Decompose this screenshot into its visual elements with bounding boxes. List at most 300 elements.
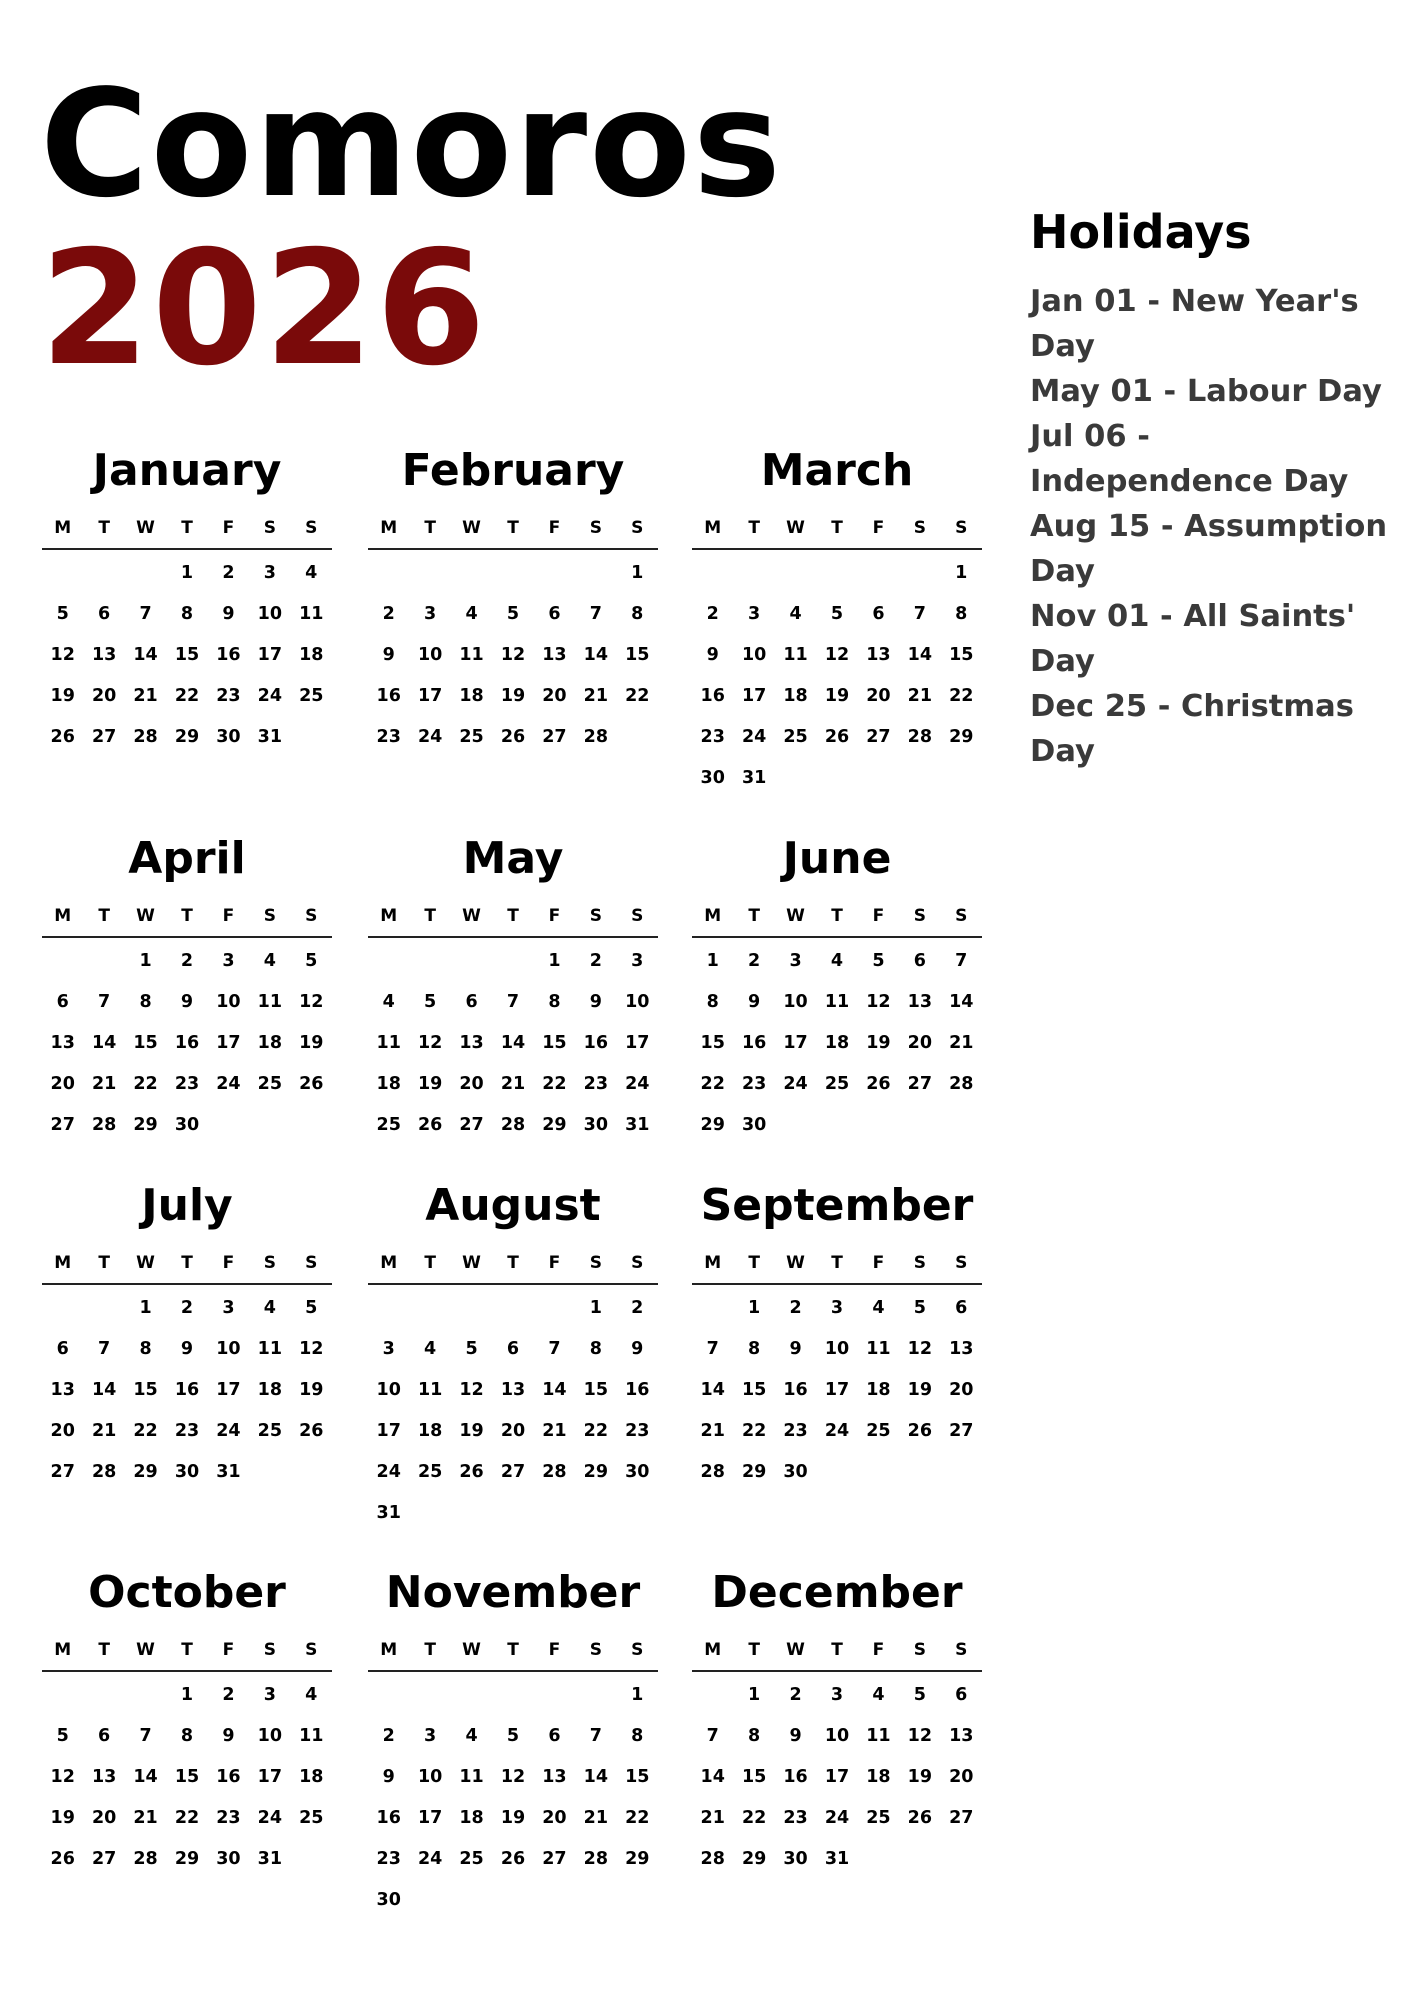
day-cell: 9 [222,1725,235,1746]
day-cell: 20 [500,1420,526,1441]
day-cell: 1 [139,950,152,971]
day-cell: 10 [824,1725,850,1746]
day-cell: 4 [305,1684,318,1705]
day-cell: 4 [382,991,395,1012]
day-cell: 16 [783,1379,808,1400]
day-grid [368,940,658,1145]
weekday-label: M [54,1640,72,1660]
day-cell: 18 [299,644,324,665]
day-cell: 1 [548,950,561,971]
month-name: November [385,1567,641,1618]
day-cell: 24 [417,1848,443,1869]
day-cell: 13 [542,1766,567,1787]
month-december [692,1562,982,1879]
day-cell: 14 [133,1766,158,1787]
weekday-label: T [424,1640,436,1660]
day-cell: 20 [91,685,117,706]
day-cell: 27 [50,1114,75,1135]
day-cell: 2 [222,1684,235,1705]
day-cell: 5 [872,950,885,971]
day-cell: 7 [706,1338,719,1359]
weekday-label: S [631,518,644,538]
day-cell: 31 [376,1502,401,1523]
day-cell: 21 [907,685,933,706]
day-cell: 25 [824,1073,850,1094]
month-name: December [711,1567,963,1618]
day-grid [692,940,982,1145]
day-cell: 3 [830,1684,844,1705]
weekday-label: T [831,518,843,538]
day-cell: 4 [424,1338,437,1359]
day-cell: 13 [949,1338,974,1359]
weekday-label: T [507,518,519,538]
day-cell: 15 [133,1379,158,1400]
weekday-label: W [462,1640,481,1660]
day-cell: 4 [305,562,318,583]
day-cell: 23 [376,726,401,747]
weekday-header [692,1630,982,1672]
day-cell: 23 [783,1807,808,1828]
holiday-list [1030,279,1400,774]
month-march [692,440,982,798]
day-cell: 9 [631,1338,644,1359]
day-cell: 19 [500,685,526,706]
day-cell: 4 [263,1297,276,1318]
day-cell: 23 [583,1073,609,1094]
day-cell: 30 [174,1114,200,1135]
day-cell: 1 [748,1684,761,1705]
day-cell: 25 [459,1848,484,1869]
day-cell: 8 [748,1725,761,1746]
month-name: July [141,1180,233,1231]
day-cell: 7 [548,1338,561,1359]
day-cell: 25 [783,726,808,747]
day-cell: 8 [955,603,968,624]
weekday-label: T [748,1640,760,1660]
day-cell: 6 [506,1338,520,1359]
weekday-label: S [913,1640,926,1660]
weekday-label: T [181,1253,193,1273]
weekday-header [368,896,658,938]
weekday-label: F [872,1640,885,1660]
day-cell: 9 [748,991,761,1012]
weekday-label: T [181,1640,193,1660]
day-cell: 6 [56,1338,69,1359]
day-cell: 11 [783,644,808,665]
day-cell: 17 [257,644,283,665]
day-grid [42,552,332,757]
weekday-label: F [548,906,561,926]
day-cell: 15 [741,1766,767,1787]
day-grid [692,1674,982,1879]
month-january [42,440,332,757]
day-cell: 11 [299,603,324,624]
month-name: October [88,1567,286,1618]
day-cell: 30 [700,767,725,788]
day-cell: 29 [133,1114,158,1135]
day-cell: 18 [824,1032,850,1053]
day-cell: 18 [299,1766,324,1787]
day-cell: 29 [625,1848,650,1869]
day-cell: 28 [700,1461,725,1482]
day-cell: 6 [465,991,478,1012]
weekday-label: S [263,906,276,926]
day-cell: 19 [299,1379,324,1400]
day-cell: 19 [50,685,75,706]
day-cell: 5 [305,1297,318,1318]
day-cell: 2 [789,1297,802,1318]
day-cell: 5 [506,603,520,624]
weekday-label: S [305,518,318,538]
weekday-label: F [222,1640,235,1660]
day-cell: 27 [542,726,567,747]
day-cell: 28 [907,726,933,747]
day-cell: 21 [91,1073,117,1094]
weekday-label: S [955,906,968,926]
day-cell: 28 [542,1461,567,1482]
day-cell: 5 [56,1725,69,1746]
day-cell: 28 [91,1114,117,1135]
day-cell: 2 [706,603,719,624]
weekday-label: T [98,1640,110,1660]
day-cell: 9 [789,1725,802,1746]
day-cell: 12 [50,1766,75,1787]
day-cell: 8 [631,1725,644,1746]
weekday-label: T [98,1253,110,1273]
day-cell: 28 [949,1073,974,1094]
day-cell: 24 [741,726,767,747]
month-name: August [425,1180,601,1231]
weekday-label: T [507,1253,519,1273]
day-cell: 1 [706,950,719,971]
weekday-header [368,1243,658,1285]
day-cell: 22 [700,1073,725,1094]
holiday-item: Jan 01 - New Year's Day [1030,284,1359,364]
day-cell: 24 [216,1420,241,1441]
day-cell: 3 [748,603,761,624]
day-cell: 5 [913,1297,926,1318]
weekday-label: F [222,906,235,926]
day-cell: 20 [907,1032,933,1053]
day-cell: 2 [631,1297,644,1318]
weekday-label: T [507,906,519,926]
day-cell: 29 [133,1461,158,1482]
weekday-label: F [872,518,885,538]
day-cell: 25 [257,1073,283,1094]
day-cell: 24 [376,1461,401,1482]
day-cell: 1 [631,562,644,583]
day-cell: 7 [706,1725,719,1746]
day-grid [42,1674,332,1879]
day-cell: 10 [824,1338,850,1359]
day-cell: 15 [625,1766,650,1787]
day-cell: 31 [257,726,283,747]
month-october [42,1562,332,1879]
day-cell: 3 [263,562,276,583]
day-cell: 19 [824,685,850,706]
day-cell: 16 [174,1379,200,1400]
day-cell: 6 [955,1297,968,1318]
day-cell: 4 [465,603,478,624]
day-cell: 21 [583,1807,609,1828]
day-cell: 30 [741,1114,767,1135]
weekday-label: S [913,518,926,538]
day-cell: 5 [56,603,69,624]
day-cell: 8 [180,1725,194,1746]
day-cell: 19 [500,1807,526,1828]
day-cell: 29 [174,726,200,747]
weekday-label: F [872,906,885,926]
weekday-header [692,896,982,938]
weekday-label: S [589,1640,602,1660]
day-cell: 21 [949,1032,974,1053]
day-cell: 27 [459,1114,484,1135]
weekday-label: S [263,1640,276,1660]
day-cell: 10 [783,991,808,1012]
day-cell: 31 [824,1848,850,1869]
day-cell: 8 [631,603,644,624]
weekday-label: W [462,1253,481,1273]
day-cell: 12 [907,1725,933,1746]
day-cell: 21 [700,1807,725,1828]
day-cell: 19 [417,1073,443,1094]
day-cell: 27 [50,1461,75,1482]
day-cell: 22 [174,1807,200,1828]
day-cell: 14 [907,644,933,665]
day-cell: 10 [257,603,283,624]
day-cell: 12 [299,1338,324,1359]
day-cell: 19 [50,1807,75,1828]
day-cell: 6 [955,1684,968,1705]
day-cell: 13 [91,1766,117,1787]
weekday-label: M [380,1253,398,1273]
day-cell: 5 [913,1684,926,1705]
day-cell: 14 [542,1379,567,1400]
day-cell: 25 [866,1807,891,1828]
day-cell: 26 [50,1848,75,1869]
day-cell: 15 [542,1032,567,1053]
day-cell: 4 [789,603,802,624]
day-cell: 27 [949,1420,974,1441]
day-cell: 8 [748,1338,761,1359]
day-cell: 12 [417,1032,443,1053]
day-cell: 12 [299,991,324,1012]
weekday-label: S [631,1253,644,1273]
day-cell: 10 [417,644,443,665]
day-cell: 24 [257,1807,283,1828]
day-cell: 10 [216,1338,241,1359]
weekday-label: M [704,1253,722,1273]
day-cell: 20 [949,1379,974,1400]
day-cell: 8 [180,603,194,624]
weekday-header [692,1243,982,1285]
month-april [42,828,332,1145]
day-cell: 14 [949,991,974,1012]
day-cell: 20 [459,1073,484,1094]
day-cell: 16 [174,1032,200,1053]
holiday-item: Jul 06 - Independence Day [1030,419,1349,499]
day-cell: 21 [583,685,609,706]
day-cell: 2 [589,950,602,971]
day-cell: 24 [824,1807,850,1828]
weekday-label: S [263,518,276,538]
day-cell: 23 [625,1420,650,1441]
day-cell: 16 [625,1379,650,1400]
day-cell: 17 [417,685,443,706]
weekday-label: T [748,906,760,926]
day-grid [368,1287,658,1533]
weekday-label: T [181,518,193,538]
day-cell: 11 [459,1766,484,1787]
day-cell: 20 [542,685,567,706]
day-cell: 15 [583,1379,609,1400]
day-cell: 27 [542,1848,567,1869]
day-cell: 1 [748,1297,761,1318]
day-cell: 6 [913,950,926,971]
day-cell: 3 [424,603,437,624]
day-cell: 30 [216,1848,241,1869]
day-cell: 28 [91,1461,117,1482]
day-cell: 11 [459,644,484,665]
day-cell: 20 [949,1766,974,1787]
day-cell: 4 [872,1297,885,1318]
day-cell: 30 [174,1461,200,1482]
weekday-header [692,508,982,550]
day-cell: 20 [542,1807,567,1828]
day-cell: 10 [376,1379,401,1400]
weekday-label: W [786,906,805,926]
day-cell: 29 [741,1461,767,1482]
day-cell: 12 [50,644,75,665]
weekday-label: T [424,518,436,538]
day-cell: 26 [866,1073,891,1094]
day-cell: 15 [174,644,200,665]
day-cell: 24 [257,685,283,706]
holiday-item: Dec 25 - Christmas Day [1030,689,1354,769]
day-cell: 14 [91,1032,117,1053]
day-cell: 11 [299,1725,324,1746]
day-cell: 16 [700,685,725,706]
weekday-label: F [548,1253,561,1273]
month-june [692,828,982,1145]
day-cell: 28 [700,1848,725,1869]
weekday-label: S [955,518,968,538]
day-cell: 14 [133,644,158,665]
day-cell: 18 [866,1766,891,1787]
day-cell: 9 [789,1338,802,1359]
day-cell: 21 [133,1807,158,1828]
day-cell: 13 [50,1032,75,1053]
weekday-label: T [831,1253,843,1273]
day-cell: 22 [949,685,974,706]
day-cell: 5 [506,1725,520,1746]
day-cell: 25 [299,685,324,706]
day-cell: 12 [459,1379,484,1400]
day-cell: 7 [955,950,968,971]
day-cell: 22 [133,1420,158,1441]
weekday-label: S [913,1253,926,1273]
day-cell: 24 [625,1073,650,1094]
day-cell: 18 [459,1807,484,1828]
day-cell: 23 [174,1420,200,1441]
day-cell: 20 [50,1420,75,1441]
weekday-label: M [54,1253,72,1273]
day-cell: 2 [789,1684,802,1705]
day-cell: 14 [700,1766,725,1787]
day-cell: 7 [913,603,926,624]
weekday-header [42,508,332,550]
day-cell: 11 [257,991,283,1012]
day-cell: 13 [500,1379,526,1400]
day-cell: 16 [216,1766,241,1787]
day-cell: 7 [589,603,602,624]
day-cell: 17 [417,1807,443,1828]
month-september [692,1175,982,1492]
day-cell: 18 [866,1379,891,1400]
day-cell: 23 [376,1848,401,1869]
day-cell: 27 [500,1461,526,1482]
day-cell: 22 [174,685,200,706]
weekday-label: F [548,518,561,538]
day-cell: 8 [589,1338,602,1359]
day-cell: 17 [376,1420,401,1441]
weekday-label: M [380,906,398,926]
weekday-label: M [704,1640,722,1660]
day-cell: 21 [500,1073,526,1094]
day-cell: 11 [417,1379,443,1400]
weekday-label: T [181,906,193,926]
day-cell: 11 [376,1032,401,1053]
day-cell: 31 [625,1114,650,1135]
day-cell: 25 [417,1461,443,1482]
day-cell: 17 [824,1766,850,1787]
day-cell: 26 [907,1420,933,1441]
day-cell: 7 [98,991,111,1012]
month-july [42,1175,332,1492]
day-cell: 20 [866,685,891,706]
day-cell: 18 [376,1073,401,1094]
day-cell: 25 [299,1807,324,1828]
day-cell: 16 [583,1032,609,1053]
weekday-label: M [704,518,722,538]
holidays-panel [1030,205,1400,774]
day-cell: 8 [706,991,719,1012]
day-cell: 30 [783,1461,808,1482]
weekday-label: W [786,1253,805,1273]
day-cell: 4 [872,1684,885,1705]
day-cell: 8 [139,1338,152,1359]
weekday-label: W [136,906,155,926]
day-cell: 26 [500,726,526,747]
day-cell: 13 [907,991,933,1012]
day-cell: 5 [465,1338,478,1359]
day-cell: 15 [700,1032,725,1053]
day-cell: 1 [631,1684,644,1705]
day-cell: 2 [382,1725,395,1746]
month-name: January [92,445,282,496]
day-cell: 23 [174,1073,200,1094]
weekday-label: W [786,1640,805,1660]
day-cell: 28 [133,1848,158,1869]
day-cell: 6 [548,1725,561,1746]
weekday-label: S [305,1640,318,1660]
day-cell: 25 [459,726,484,747]
day-cell: 2 [222,562,235,583]
day-cell: 22 [625,1807,650,1828]
day-cell: 27 [866,726,891,747]
weekday-label: T [424,906,436,926]
month-february [368,440,658,757]
